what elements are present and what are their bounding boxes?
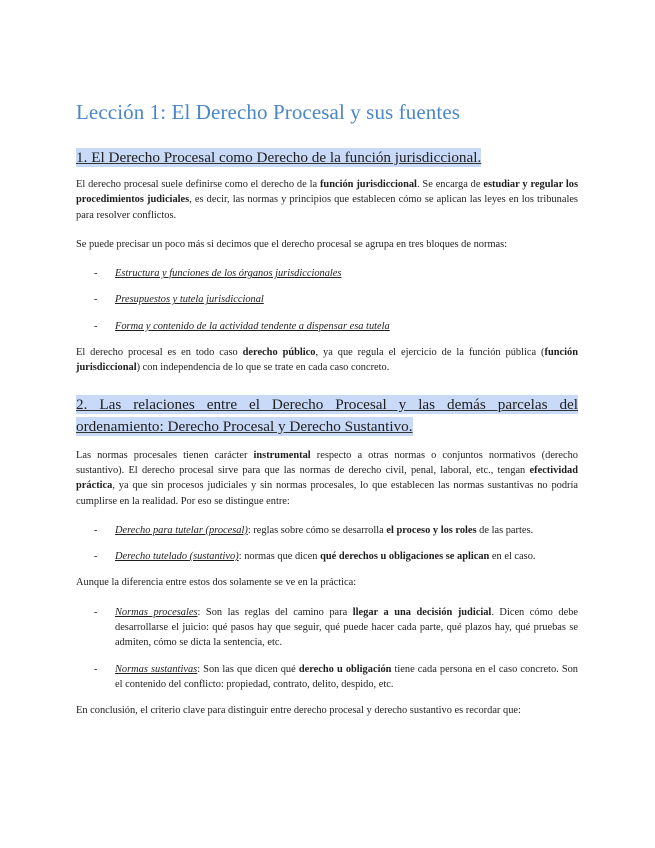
section-2-paragraph-2: Aunque la diferencia entre estos dos solamente se ve en la práctica: bbox=[76, 577, 357, 589]
section-1-paragraph-1: El derecho procesal suele definirse como el derecho de la función jurisdiccional. Se encarga de estudiar y regular los procedimientos judiciales, es decir, las normas y principios que establecen cómo se aplican las leyes en los tribunales para resolver conflictos. bbox=[76, 179, 579, 221]
section-1-heading: 1. El Derecho Procesal como Derecho de la función jurisdiccional. bbox=[76, 149, 482, 166]
section-1-paragraph-2: Se puede precisar un poco más si decimos que el derecho procesal se agrupa en tres bloques de normas: bbox=[76, 238, 508, 250]
section-2-heading-wrap bbox=[76, 394, 578, 438]
section-2-list-2 bbox=[76, 605, 578, 692]
section-1-paragraph-3: El derecho procesal es en todo caso derecho público, ya que regula el ejercicio de la función pública (función jurisdiccional) con independencia de lo que se trate en cada caso concreto. bbox=[76, 347, 578, 374]
list-item: - Normas procesales: Son las reglas del camino para llegar a una decisión judicial. Dicen cómo debe desarrollarse el juicio: qué pasos hay que seguir, qué puede hacer cada parte, qué plazos hay, qué pruebas se admiten, cómo se dicta la sentencia, etc. bbox=[94, 606, 578, 649]
list-item: - Estructura y funciones de los órganos jurisdiccionales bbox=[94, 268, 342, 280]
list-item: - Normas sustantivas: Son las que dicen qué derecho u obligación tiene cada persona en el caso concreto. Son el contenido del conflicto: propiedad, contrato, delito, despido, etc. bbox=[94, 663, 578, 690]
page-title: Lección 1: El Derecho Procesal y sus fuentes bbox=[76, 100, 461, 124]
section-2-paragraph-1: Las normas procesales tienen carácter instrumental respecto a otras normas o conjuntos normativos (derecho sustantivo). El derecho procesal sirve para que las normas de derecho civil, penal, laboral, etc., tengan efectividad práctica, ya que sin procesos judiciales y sin normas procesales, lo que establecen las normas sustantivas no podría cumplirse en la realidad. Por eso se distingue entre: bbox=[76, 449, 579, 507]
section-2-heading: 2. Las relaciones entre el Derecho Procesal y las demás parcelas del ordenamiento: Derecho Procesal y Derecho Sustantivo. bbox=[76, 395, 578, 435]
list-item: - Forma y contenido de la actividad tendente a dispensar esa tutela bbox=[94, 320, 390, 332]
section-2-paragraph-3: En conclusión, el criterio clave para distinguir entre derecho procesal y derecho sustantivo es recordar que: bbox=[76, 705, 521, 717]
section-1-list bbox=[76, 266, 578, 334]
section-2-list-1 bbox=[76, 523, 578, 565]
list-item: - Derecho para tutelar (procesal): reglas sobre cómo se desarrolla el proceso y los roles de las partes. bbox=[94, 524, 534, 536]
list-item: - Presupuestos y tutela jurisdiccional bbox=[94, 294, 264, 306]
section-1-heading-wrap bbox=[76, 147, 578, 169]
document-body bbox=[76, 100, 578, 733]
list-item: - Derecho tutelado (sustantivo): normas que dicen qué derechos u obligaciones se aplican en el caso. bbox=[94, 551, 536, 563]
